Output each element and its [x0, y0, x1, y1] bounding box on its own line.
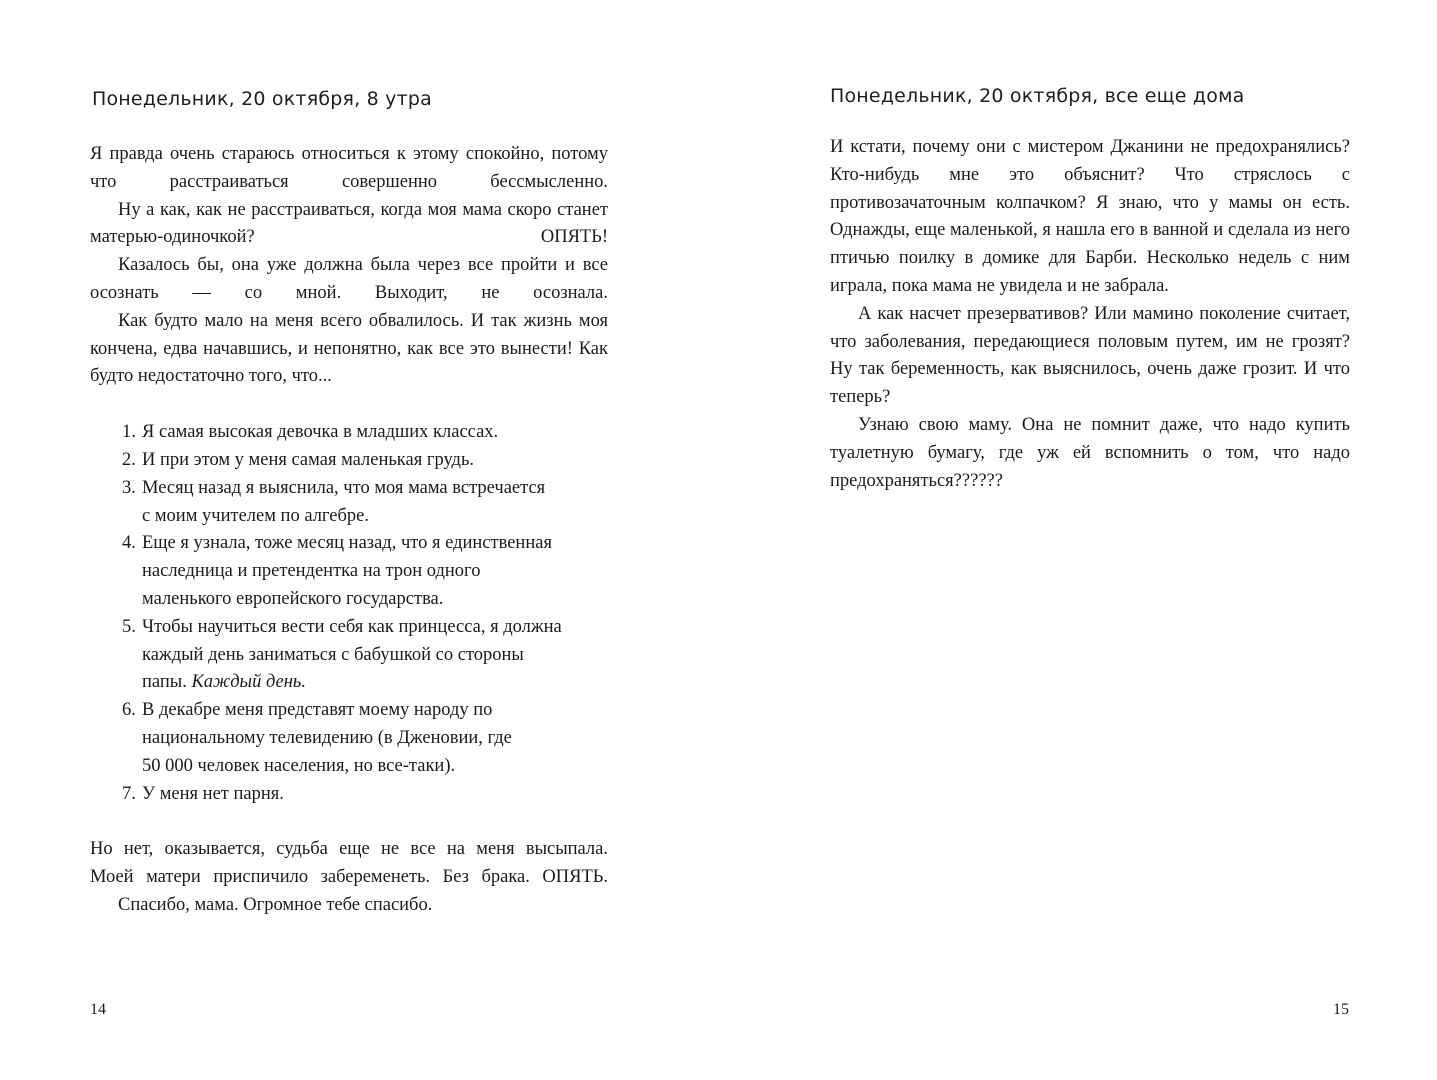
paragraph: Моей матери приспичило забеременеть. Без брака. ОПЯТЬ. — [90, 867, 608, 888]
list-number: 6. — [122, 700, 136, 721]
left-page-body — [90, 141, 608, 920]
list-line: Чтобы научиться вести себя как принцесса, я должна — [142, 616, 562, 637]
list-number: 2. — [122, 449, 136, 470]
paragraph: Но нет, оказывается, судьба еще не все на меня высыпала. — [90, 839, 608, 860]
list-line: Еще я узнала, тоже месяц назад, что я единственная — [142, 533, 552, 554]
list-line: с моим учителем по алгебре. — [142, 505, 369, 526]
list-line: каждый день заниматься с бабушкой со стороны — [142, 644, 524, 665]
list-line — [142, 669, 608, 697]
list-number: 1. — [122, 422, 136, 443]
list-item — [122, 475, 608, 531]
left-page — [0, 0, 718, 1080]
list-line: У меня нет парня. — [142, 783, 284, 804]
paragraph: Узнаю свою маму. Она не помнит даже, что надо купить туалетную бумагу, где уж ей вспомнить о том, что надо предохраняться?????? — [830, 414, 1350, 491]
page-number: 14 — [90, 1001, 106, 1018]
page-number: 15 — [1333, 1001, 1349, 1018]
list-number: 3. — [122, 477, 136, 498]
paragraph: Как будто мало на меня всего обвалилось. И так жизнь моя кончена, едва начавшись, и непонятно, как все это вынести! Как будто недостаточно того, что... — [90, 310, 608, 387]
paragraph: Я правда очень стараюсь относиться к этому спокойно, потому что расстраиваться совершенно бессмысленно. — [90, 144, 608, 192]
list-item — [122, 530, 608, 613]
list-line: наследница и претендентка на трон одного — [142, 561, 481, 582]
list-item — [122, 614, 608, 697]
list-item — [122, 419, 608, 447]
list-line: 50 000 человек населения, но все-таки). — [142, 755, 456, 776]
right-page — [718, 0, 1437, 1080]
list-item — [122, 697, 608, 780]
list-line-italic: Каждый день. — [191, 672, 306, 693]
right-page-body — [830, 134, 1350, 495]
list-item — [122, 447, 608, 475]
paragraph: Ну а как, как не расстраиваться, когда моя мама скоро станет матерью-одиночкой? ОПЯТЬ! — [90, 199, 608, 248]
paragraph: Казалось бы, она уже должна была через все пройти и все осознать — со мной. Выходит, не осознала. — [90, 255, 608, 303]
list-line: Месяц назад я выяснила, что моя мама встречается — [142, 477, 546, 498]
left-page-heading: Понедельник, 20 октября, 8 утра — [92, 88, 432, 110]
numbered-list — [90, 419, 608, 808]
paragraph: И кстати, почему они с мистером Джанини не предохранялись? Кто-нибудь мне это объяснит? Что стряслось с противозачаточным колпачком? Я знаю, что у мамы он есть. Однажды, еще маленькой, я нашла его в ванной и сделала из него птичью поилку в домике для Барби. Несколько недель с ним играла, пока мама не увидела и не забрала. — [830, 137, 1350, 296]
list-line: Я самая высокая девочка в младших классах. — [142, 422, 499, 443]
list-number: 4. — [122, 533, 136, 554]
list-line-text: папы. — [142, 672, 187, 693]
list-line: В декабре меня представят моему народу по — [142, 700, 493, 721]
paragraph: Спасибо, мама. Огромное тебе спасибо. — [118, 894, 433, 915]
list-line: маленького европейского государства. — [142, 588, 444, 609]
list-item — [122, 781, 608, 809]
paragraph: А как насчет презервативов? Или мамино поколение считает, что заболевания, передающиеся половым путем, им не грозят? Ну так беременность, как выяснилось, очень даже грозит. И что теперь? — [830, 303, 1350, 408]
list-line: национальному телевидению (в Дженовии, где — [142, 727, 512, 748]
right-page-heading: Понедельник, 20 октября, все еще дома — [830, 85, 1245, 107]
list-number: 7. — [122, 783, 136, 804]
list-number: 5. — [122, 616, 136, 637]
list-line: И при этом у меня самая маленькая грудь. — [142, 449, 475, 470]
